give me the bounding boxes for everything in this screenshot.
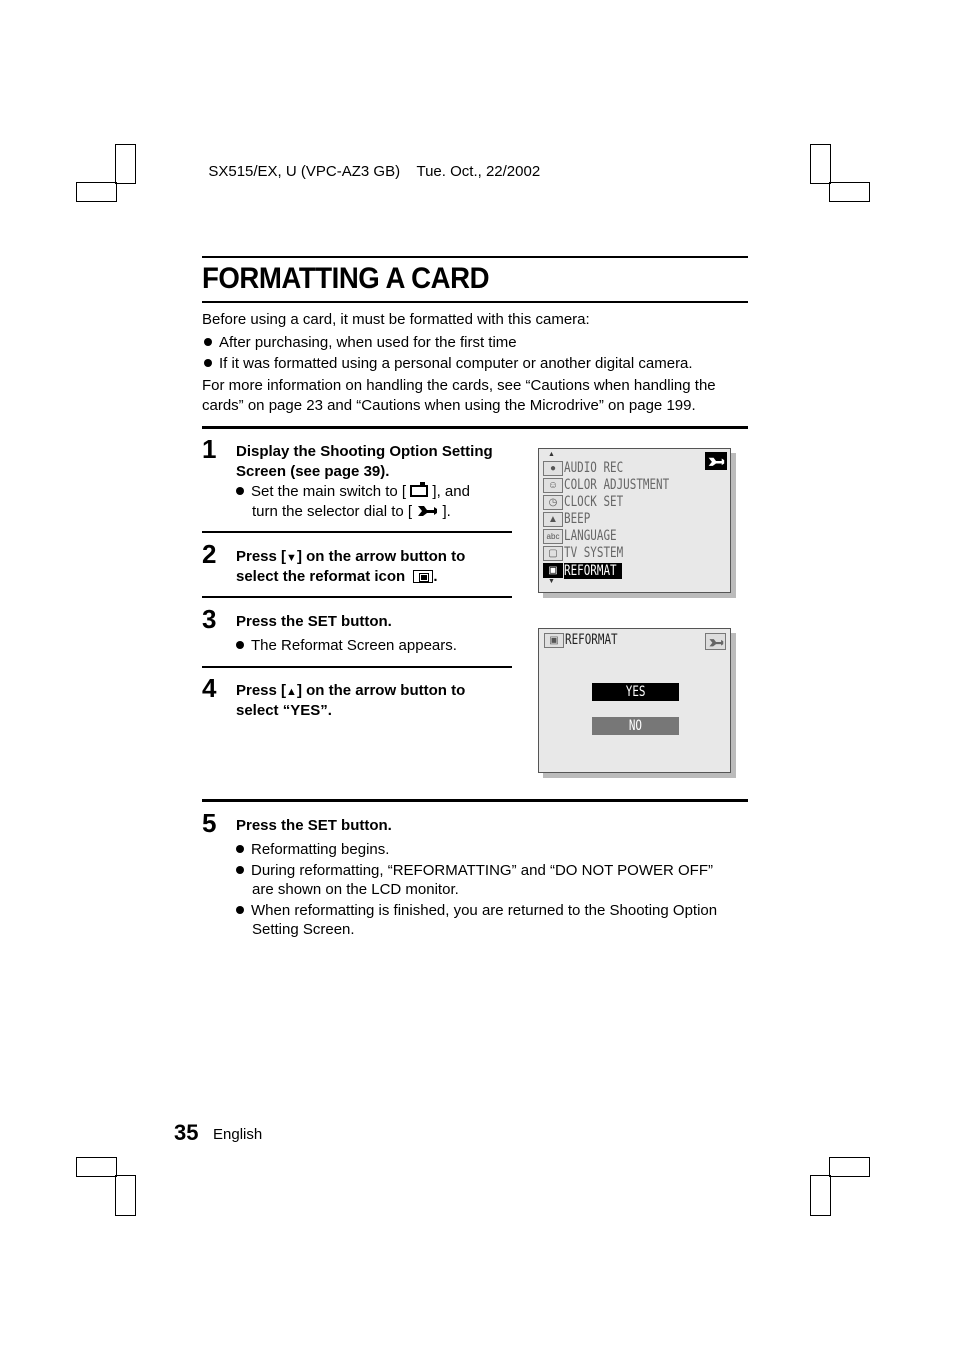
step-bullet-cont: turn the selector dial to [ ]. — [252, 503, 451, 520]
scroll-up-icon: ▲ — [548, 451, 555, 458]
crop-mark — [810, 144, 831, 184]
step-heading: select the reformat icon . — [236, 568, 438, 585]
tv-icon: ▢ — [543, 546, 563, 561]
step-number: 1 — [202, 434, 217, 464]
no-label: NO — [628, 718, 643, 734]
menu-item-tv-system[interactable]: TV SYSTEM — [564, 545, 624, 561]
microphone-icon: ● — [543, 461, 563, 476]
menu-item-reformat-highlight[interactable] — [564, 563, 622, 579]
camera-mode-icon — [410, 485, 428, 497]
section-rule — [202, 426, 748, 429]
crop-mark — [810, 1175, 831, 1216]
menu-item-language[interactable]: LANGUAGE — [564, 528, 617, 544]
bell-icon: ▲ — [543, 512, 563, 527]
clock-icon: ◷ — [543, 495, 563, 510]
title-rule-bottom — [202, 301, 748, 303]
step-number: 4 — [202, 673, 217, 703]
step-heading: Press [▼] on the arrow button to — [236, 548, 466, 565]
crop-mark — [76, 1157, 117, 1177]
intro-bullet: If it was formatted using a personal computer or another digital camera. — [204, 354, 693, 374]
section-rule — [202, 799, 748, 802]
reformat-icon: ▣ — [543, 563, 563, 578]
step-rule — [202, 531, 512, 533]
yes-option[interactable] — [592, 683, 679, 701]
step-rule — [202, 596, 512, 598]
step-bullet: During reformatting, “REFORMATTING” and “DO NOT POWER OFF” — [236, 861, 713, 881]
menu-item-audio-rec[interactable]: AUDIO REC — [564, 460, 624, 476]
crop-mark — [115, 144, 136, 184]
intro-more-line: cards” on page 23 and “Cautions when using the Microdrive” on page 199. — [202, 397, 696, 414]
wrench-icon — [705, 633, 726, 650]
crop-mark — [829, 1157, 870, 1177]
menu-item-beep[interactable]: BEEP — [564, 511, 591, 527]
step-bullet-cont: are shown on the LCD monitor. — [252, 881, 459, 898]
footer-language: English — [213, 1126, 263, 1143]
no-option[interactable] — [592, 717, 679, 735]
reformat-icon: ▣ — [544, 633, 564, 648]
print-header — [200, 146, 540, 180]
step-bullet-cont: Setting Screen. — [252, 921, 355, 938]
yes-label: YES — [625, 684, 646, 700]
page-title: FORMATTING A CARD — [202, 262, 490, 295]
step-heading: Screen (see page 39). — [236, 463, 390, 480]
lcd-reformat-screen — [538, 628, 731, 773]
menu-item-clock-set[interactable]: CLOCK SET — [564, 494, 624, 510]
crop-mark — [76, 182, 117, 202]
page-number: 35 — [174, 1120, 199, 1145]
intro-more-line: For more information on handling the cards, see “Cautions when handling the — [202, 377, 716, 394]
step-heading: select “YES”. — [236, 702, 332, 719]
step-bullet: When reformatting is finished, you are returned to the Shooting Option — [236, 901, 717, 921]
step-heading: Display the Shooting Option Setting — [236, 443, 493, 460]
up-arrow-icon: ▲ — [286, 686, 297, 698]
step-heading: Press [▲] on the arrow button to — [236, 682, 466, 699]
reformat-icon — [413, 570, 433, 583]
palette-icon: ☺ — [543, 478, 563, 493]
title-rule-top — [202, 256, 748, 258]
menu-item-reformat: REFORMAT — [564, 563, 617, 579]
step-bullet: Reformatting begins. — [236, 840, 389, 860]
intro-bullet: After purchasing, when used for the first time — [204, 333, 517, 353]
wrench-icon — [416, 503, 438, 517]
menu-item-color-adjustment[interactable]: COLOR ADJUSTMENT — [564, 477, 670, 493]
crop-mark — [829, 182, 870, 202]
step-heading: Press the SET button. — [236, 817, 392, 834]
reformat-title: REFORMAT — [565, 632, 618, 648]
wrench-icon — [705, 452, 727, 470]
step-bullet: The Reformat Screen appears. — [236, 636, 457, 656]
step-number: 5 — [202, 808, 217, 838]
step-bullet: Set the main switch to [ ], and — [236, 482, 470, 502]
step-number: 3 — [202, 604, 217, 634]
step-number: 2 — [202, 539, 217, 569]
step-rule — [202, 666, 512, 668]
model-code: SX515/EX, U (VPC-AZ3 GB) — [208, 163, 401, 180]
intro-lead: Before using a card, it must be formatted with this camera: — [202, 311, 590, 328]
step-heading: Press the SET button. — [236, 613, 392, 630]
scroll-down-icon: ▼ — [548, 578, 555, 585]
language-icon: abc — [543, 529, 563, 544]
down-arrow-icon: ▼ — [286, 552, 297, 564]
crop-mark — [115, 1175, 136, 1216]
print-date: Tue. Oct., 22/2002 — [416, 163, 541, 180]
lcd-setting-screen — [538, 448, 731, 593]
